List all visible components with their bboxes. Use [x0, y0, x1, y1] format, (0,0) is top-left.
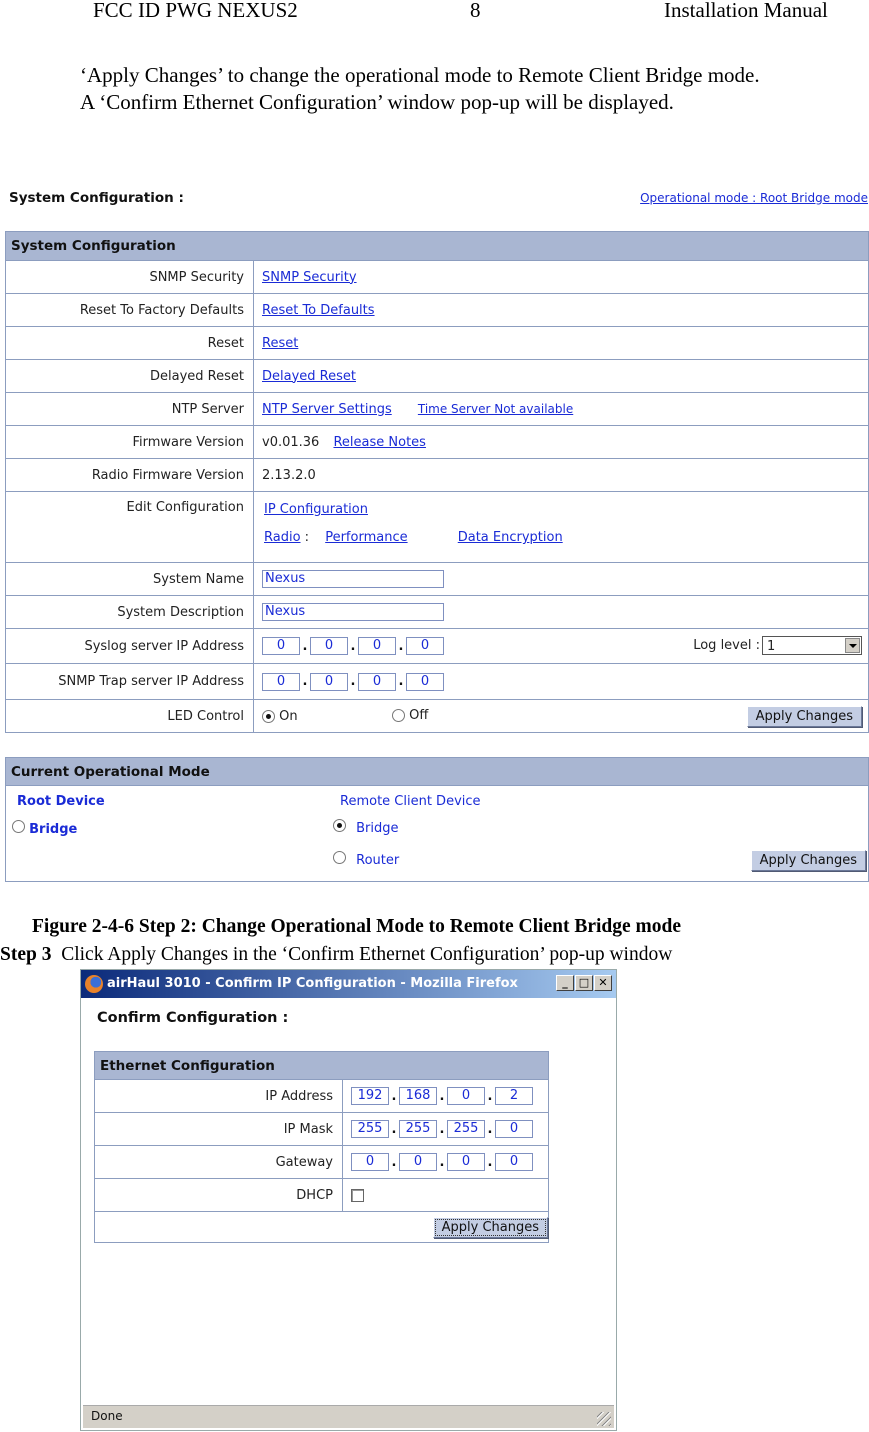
syslog-ip-octet-3[interactable]: 0 [358, 637, 396, 655]
step-text: Click Apply Changes in the ‘Confirm Ethernet Configuration’ pop-up window [61, 944, 673, 965]
row-label: SNMP Trap server IP Address [6, 664, 254, 700]
table-header: System Configuration [6, 232, 869, 261]
ip-dot: . [302, 674, 308, 689]
ip-address-octet-1[interactable]: 192 [351, 1087, 389, 1105]
ip-dot: . [391, 1154, 397, 1170]
led-off-radio[interactable] [392, 709, 405, 722]
row-label: Syslog server IP Address [6, 629, 254, 664]
intro-text [80, 62, 760, 116]
system-name-input[interactable]: Nexus [262, 570, 444, 588]
chevron-down-icon[interactable] [845, 638, 860, 653]
ip-dot: . [350, 638, 356, 654]
system-description-input[interactable]: Nexus [262, 603, 444, 621]
close-icon[interactable]: ✕ [594, 975, 612, 991]
reset-link[interactable]: Reset [262, 335, 299, 351]
snmp-trap-ip-octet-3[interactable]: 0 [358, 673, 396, 691]
ip-address-octet-4[interactable]: 2 [495, 1087, 533, 1105]
table-row [6, 426, 869, 459]
separator: : [304, 530, 310, 545]
apply-changes-button[interactable]: Apply Changes [433, 1217, 548, 1238]
snmp-trap-ip-octet-4[interactable]: 0 [406, 673, 444, 691]
table-row [6, 261, 869, 294]
time-server-status-link[interactable]: Time Server Not available [417, 401, 574, 416]
resize-grip-icon[interactable] [597, 1412, 611, 1426]
remote-client-title: Remote Client Device [340, 794, 481, 809]
ip-mask-octet-3[interactable]: 255 [447, 1120, 485, 1138]
ip-mask-octet-2[interactable]: 255 [399, 1120, 437, 1138]
row-label: DHCP [95, 1179, 343, 1212]
led-on-radio[interactable] [262, 710, 275, 723]
table-row [95, 1146, 549, 1179]
gateway-octet-2[interactable]: 0 [399, 1153, 437, 1171]
release-notes-link[interactable]: Release Notes [333, 434, 426, 450]
apply-changes-button[interactable]: Apply Changes [751, 850, 866, 871]
led-off-label: Off [409, 708, 429, 723]
ntp-server-settings-link[interactable]: NTP Server Settings [262, 401, 392, 417]
row-label: Reset [6, 327, 254, 360]
manual-title: Installation Manual [664, 0, 828, 22]
row-label: SNMP Security [6, 261, 254, 294]
ip-configuration-link[interactable]: IP Configuration [264, 502, 368, 517]
page-number: 8 [470, 0, 481, 22]
ip-dot: . [391, 1121, 397, 1137]
ip-dot: . [302, 638, 308, 654]
window-title: airHaul 3010 - Confirm IP Configuration - Mozilla Firefox [107, 976, 518, 991]
status-bar [83, 1405, 614, 1428]
table-header: Ethernet Configuration [95, 1052, 549, 1080]
maximize-icon[interactable]: □ [575, 975, 593, 991]
gateway-octet-3[interactable]: 0 [447, 1153, 485, 1171]
ip-dot: . [398, 674, 404, 689]
table-row [6, 596, 869, 629]
ip-dot: . [487, 1154, 493, 1170]
ip-mask-octet-1[interactable]: 255 [351, 1120, 389, 1138]
row-label: IP Address [95, 1080, 343, 1113]
log-level-label: Log level : [693, 638, 760, 653]
ip-dot: . [398, 638, 404, 654]
row-label: System Name [6, 563, 254, 596]
snmp-security-link[interactable]: SNMP Security [262, 269, 357, 285]
intro-line-2: A ‘Confirm Ethernet Configuration’ window pop-up will be displayed. [80, 90, 674, 114]
led-on-label: On [279, 708, 298, 724]
radio-firmware-version: 2.13.2.0 [254, 459, 869, 492]
table-row [6, 459, 869, 492]
page-header [0, 0, 869, 26]
table-row [95, 1179, 549, 1212]
delayed-reset-link[interactable]: Delayed Reset [262, 368, 356, 384]
dhcp-checkbox[interactable] [351, 1189, 364, 1202]
confirm-title: Confirm Configuration : [97, 1010, 289, 1026]
ip-dot: . [391, 1088, 397, 1104]
firefox-icon [85, 975, 103, 993]
remote-router-label: Router [356, 853, 400, 868]
radio-link[interactable]: Radio [264, 530, 301, 545]
ip-dot: . [487, 1121, 493, 1137]
ethernet-config-table [94, 1051, 549, 1243]
table-row [6, 700, 869, 733]
ip-dot: . [439, 1121, 445, 1137]
table-header: Current Operational Mode [6, 758, 869, 786]
row-label: System Description [6, 596, 254, 629]
row-label: Radio Firmware Version [6, 459, 254, 492]
ip-dot: . [487, 1088, 493, 1104]
root-device-title: Root Device [17, 794, 105, 809]
firmware-version: v0.01.36 [262, 434, 320, 450]
table-row [6, 393, 869, 426]
figure-caption: Figure 2-4-6 Step 2: Change Operational Mode to Remote Client Bridge mode [32, 916, 682, 937]
syslog-ip-octet-1[interactable]: 0 [262, 637, 300, 655]
remote-bridge-radio[interactable] [333, 819, 346, 832]
row-label: Delayed Reset [6, 360, 254, 393]
syslog-ip-octet-2[interactable]: 0 [310, 637, 348, 655]
ip-dot: . [350, 674, 356, 689]
ip-dot: . [439, 1154, 445, 1170]
root-bridge-label: Bridge [29, 822, 78, 837]
apply-changes-button[interactable]: Apply Changes [747, 706, 862, 727]
performance-link[interactable]: Performance [325, 530, 408, 545]
table-row [6, 492, 869, 563]
root-bridge-radio[interactable] [12, 820, 25, 833]
row-label: Edit Configuration [6, 492, 254, 563]
intro-line-1: ‘Apply Changes’ to change the operational mode to Remote Client Bridge mode. [80, 63, 760, 87]
step-label: Step 3 [0, 944, 52, 965]
row-label: NTP Server [6, 393, 254, 426]
gateway-octet-1[interactable]: 0 [351, 1153, 389, 1171]
operational-mode-link[interactable]: Operational mode : Root Bridge mode [640, 191, 868, 205]
log-level-select[interactable] [762, 636, 862, 655]
row-label: IP Mask [95, 1113, 343, 1146]
row-label: Reset To Factory Defaults [6, 294, 254, 327]
table-row [6, 629, 869, 664]
ip-address-octet-3[interactable]: 0 [447, 1087, 485, 1105]
table-row [6, 360, 869, 393]
minimize-icon[interactable]: _ [556, 975, 574, 991]
fcc-id: FCC ID PWG NEXUS2 [93, 0, 298, 22]
title-bar[interactable] [81, 970, 616, 998]
section-title: System Configuration : [9, 190, 184, 206]
system-config-table [5, 231, 869, 733]
table-row [6, 294, 869, 327]
row-label: LED Control [6, 700, 254, 733]
reset-to-defaults-link[interactable]: Reset To Defaults [262, 302, 375, 318]
gateway-octet-4[interactable]: 0 [495, 1153, 533, 1171]
step-3 [0, 944, 672, 966]
table-row [6, 327, 869, 360]
snmp-trap-ip-octet-1[interactable]: 0 [262, 673, 300, 691]
ip-mask-octet-4[interactable]: 0 [495, 1120, 533, 1138]
table-row [6, 664, 869, 700]
table-row [95, 1212, 549, 1243]
ip-address-octet-2[interactable]: 168 [399, 1087, 437, 1105]
ip-dot: . [439, 1088, 445, 1104]
data-encryption-link[interactable]: Data Encryption [457, 530, 563, 545]
log-level-value: 1 [767, 639, 776, 654]
table-row [6, 563, 869, 596]
remote-router-radio[interactable] [333, 851, 346, 864]
status-text: Done [91, 1409, 123, 1423]
table-row [95, 1080, 549, 1113]
row-label: Firmware Version [6, 426, 254, 459]
confirm-popup-window [80, 969, 617, 1431]
row-label: Gateway [95, 1146, 343, 1179]
operational-mode-table [5, 757, 869, 882]
snmp-trap-ip-octet-2[interactable]: 0 [310, 673, 348, 691]
table-row [95, 1113, 549, 1146]
remote-bridge-label: Bridge [356, 821, 399, 836]
syslog-ip-octet-4[interactable]: 0 [406, 637, 444, 655]
